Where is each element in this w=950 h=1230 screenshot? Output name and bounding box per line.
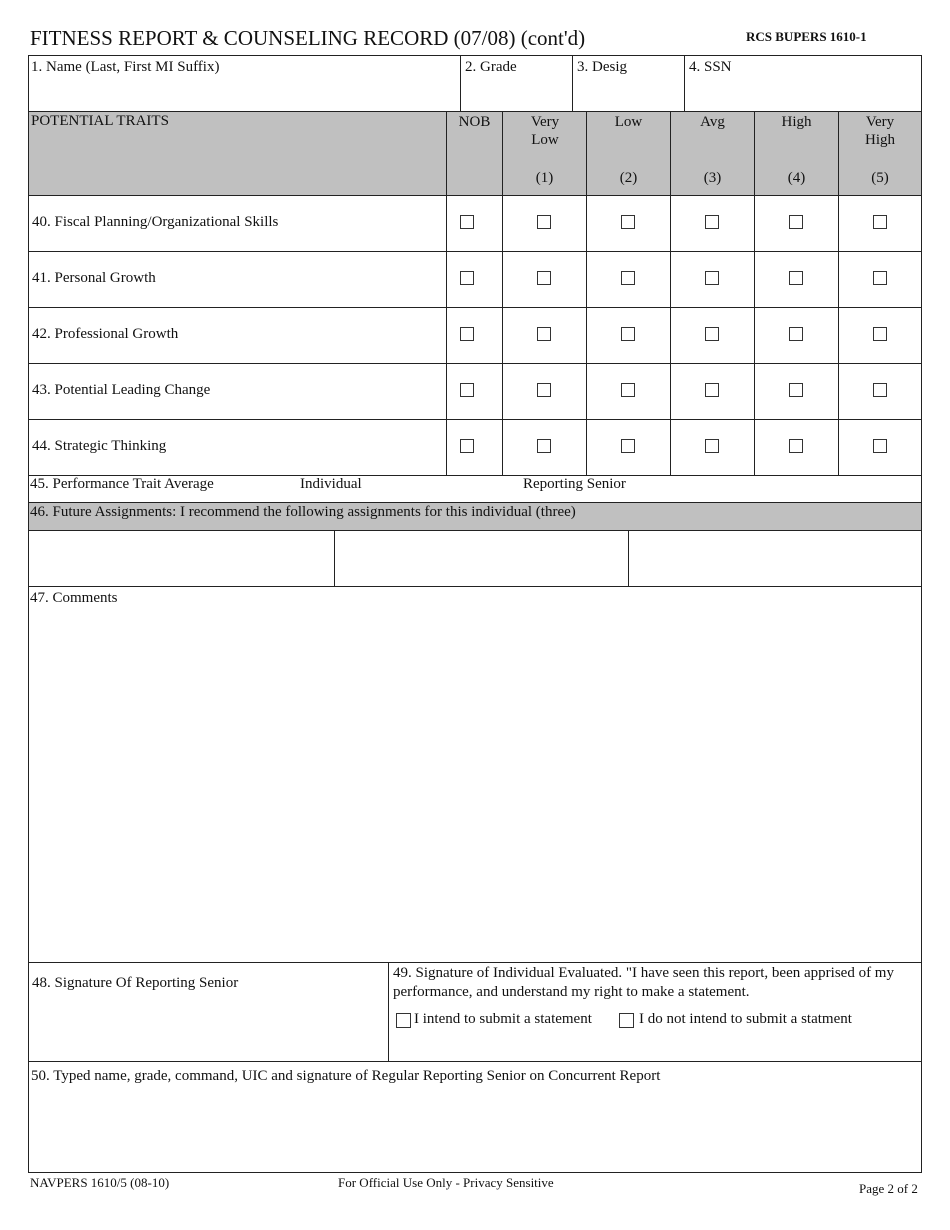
trait-checkbox-low[interactable] xyxy=(621,439,635,453)
divider xyxy=(28,363,922,364)
col-avg-score: (3) xyxy=(703,170,722,186)
trait-checkbox-avg[interactable] xyxy=(705,439,719,453)
divider xyxy=(28,586,922,587)
trait-checkbox-high[interactable] xyxy=(789,439,803,453)
trait-checkbox-very-high[interactable] xyxy=(873,215,887,229)
divider xyxy=(28,195,922,196)
intend-statement-label: I intend to submit a statement xyxy=(414,1011,592,1027)
divider xyxy=(28,530,922,531)
trait-checkbox-nob[interactable] xyxy=(460,383,474,397)
trait-checkbox-avg[interactable] xyxy=(705,383,719,397)
concurrent-report-label: 50. Typed name, grade, command, UIC and signature of Regular Reporting Senior on Concurrent Report xyxy=(31,1068,661,1084)
future-assignments-label: 46. Future Assignments: I recommend the following assignments for this individual (three) xyxy=(30,504,576,520)
trait-checkbox-nob[interactable] xyxy=(460,327,474,341)
trait-row-label: 44. Strategic Thinking xyxy=(32,438,167,454)
col-nob-label: NOB xyxy=(458,114,491,130)
traits-header-label: POTENTIAL TRAITS xyxy=(31,113,169,129)
trait-checkbox-very-high[interactable] xyxy=(873,383,887,397)
col-very-low-score: (1) xyxy=(535,170,554,186)
assignment-field-3[interactable] xyxy=(630,532,920,584)
form-number: NAVPERS 1610/5 (08-10) xyxy=(30,1175,170,1190)
trait-checkbox-low[interactable] xyxy=(621,215,635,229)
trait-row-label: 42. Professional Growth xyxy=(32,326,179,342)
divider xyxy=(670,111,671,475)
col-very-high-score: (5) xyxy=(871,170,889,186)
col-high-score: (4) xyxy=(787,170,806,186)
trait-checkbox-avg[interactable] xyxy=(705,327,719,341)
col-high-label: High xyxy=(781,114,812,130)
divider xyxy=(28,251,922,252)
divider xyxy=(334,530,335,586)
comments-label: 47. Comments xyxy=(30,590,118,606)
reporting-senior-signature-label: 48. Signature Of Reporting Senior xyxy=(32,975,239,991)
divider xyxy=(446,111,447,475)
assignment-field-2[interactable] xyxy=(336,532,626,584)
ssn-field-label: 4. SSN xyxy=(689,59,732,75)
page-number: Page 2 of 2 xyxy=(859,1181,918,1196)
trait-checkbox-very-low[interactable] xyxy=(537,327,551,341)
trait-average-label: 45. Performance Trait Average xyxy=(30,476,214,492)
trait-checkbox-low[interactable] xyxy=(621,383,635,397)
trait-checkbox-very-low[interactable] xyxy=(537,271,551,285)
trait-checkbox-nob[interactable] xyxy=(460,439,474,453)
trait-checkbox-nob[interactable] xyxy=(460,271,474,285)
trait-checkbox-low[interactable] xyxy=(621,271,635,285)
not-intend-statement-label: I do not intend to submit a statment xyxy=(639,1011,852,1027)
divider xyxy=(628,530,629,586)
divider xyxy=(572,55,573,111)
name-field-label: 1. Name (Last, First MI Suffix) xyxy=(31,59,220,75)
col-very-low-label: Very Low xyxy=(530,114,560,148)
desig-field-label: 3. Desig xyxy=(577,59,627,75)
trait-row-label: 41. Personal Growth xyxy=(32,270,156,286)
divider xyxy=(28,307,922,308)
trait-checkbox-high[interactable] xyxy=(789,383,803,397)
col-low-score: (2) xyxy=(619,170,638,186)
trait-row-label: 40. Fiscal Planning/Organizational Skills xyxy=(32,214,279,230)
trait-checkbox-high[interactable] xyxy=(789,271,803,285)
trait-checkbox-very-high[interactable] xyxy=(873,271,887,285)
divider xyxy=(28,962,922,963)
not-intend-statement-checkbox[interactable] xyxy=(619,1013,634,1028)
col-avg-label: Avg xyxy=(700,114,725,130)
intend-statement-checkbox[interactable] xyxy=(396,1013,411,1028)
trait-checkbox-high[interactable] xyxy=(789,327,803,341)
divider xyxy=(754,111,755,475)
trait-checkbox-avg[interactable] xyxy=(705,215,719,229)
trait-average-individual: Individual xyxy=(300,476,362,492)
col-low-label: Low xyxy=(614,114,643,130)
trait-row-label: 43. Potential Leading Change xyxy=(32,382,211,398)
form-title: FITNESS REPORT & COUNSELING RECORD (07/08) (cont'd) xyxy=(30,26,586,50)
divider xyxy=(28,1061,922,1062)
trait-checkbox-very-low[interactable] xyxy=(537,439,551,453)
concurrent-report-field[interactable] xyxy=(30,1090,918,1168)
grade-field-label: 2. Grade xyxy=(465,59,517,75)
trait-checkbox-very-high[interactable] xyxy=(873,327,887,341)
trait-checkbox-very-low[interactable] xyxy=(537,383,551,397)
trait-checkbox-very-high[interactable] xyxy=(873,439,887,453)
divider xyxy=(838,111,839,475)
divider xyxy=(586,111,587,475)
col-very-high-label: Very High xyxy=(865,114,895,148)
divider xyxy=(502,111,503,475)
trait-checkbox-nob[interactable] xyxy=(460,215,474,229)
rcs-number: RCS BUPERS 1610-1 xyxy=(746,29,867,44)
divider xyxy=(28,419,922,420)
trait-checkbox-high[interactable] xyxy=(789,215,803,229)
assignment-field-1[interactable] xyxy=(30,532,333,584)
trait-checkbox-low[interactable] xyxy=(621,327,635,341)
divider xyxy=(684,55,685,111)
divider xyxy=(460,55,461,111)
privacy-notice: For Official Use Only - Privacy Sensitive xyxy=(338,1175,554,1190)
comments-field[interactable] xyxy=(30,610,918,960)
trait-checkbox-avg[interactable] xyxy=(705,271,719,285)
individual-signature-label: 49. Signature of Individual Evaluated. "I have seen this report, been apprised of my performance, and understand my right to make a statement. xyxy=(393,965,894,1000)
divider xyxy=(388,962,389,1061)
trait-average-reporting-senior: Reporting Senior xyxy=(523,476,626,492)
trait-checkbox-very-low[interactable] xyxy=(537,215,551,229)
